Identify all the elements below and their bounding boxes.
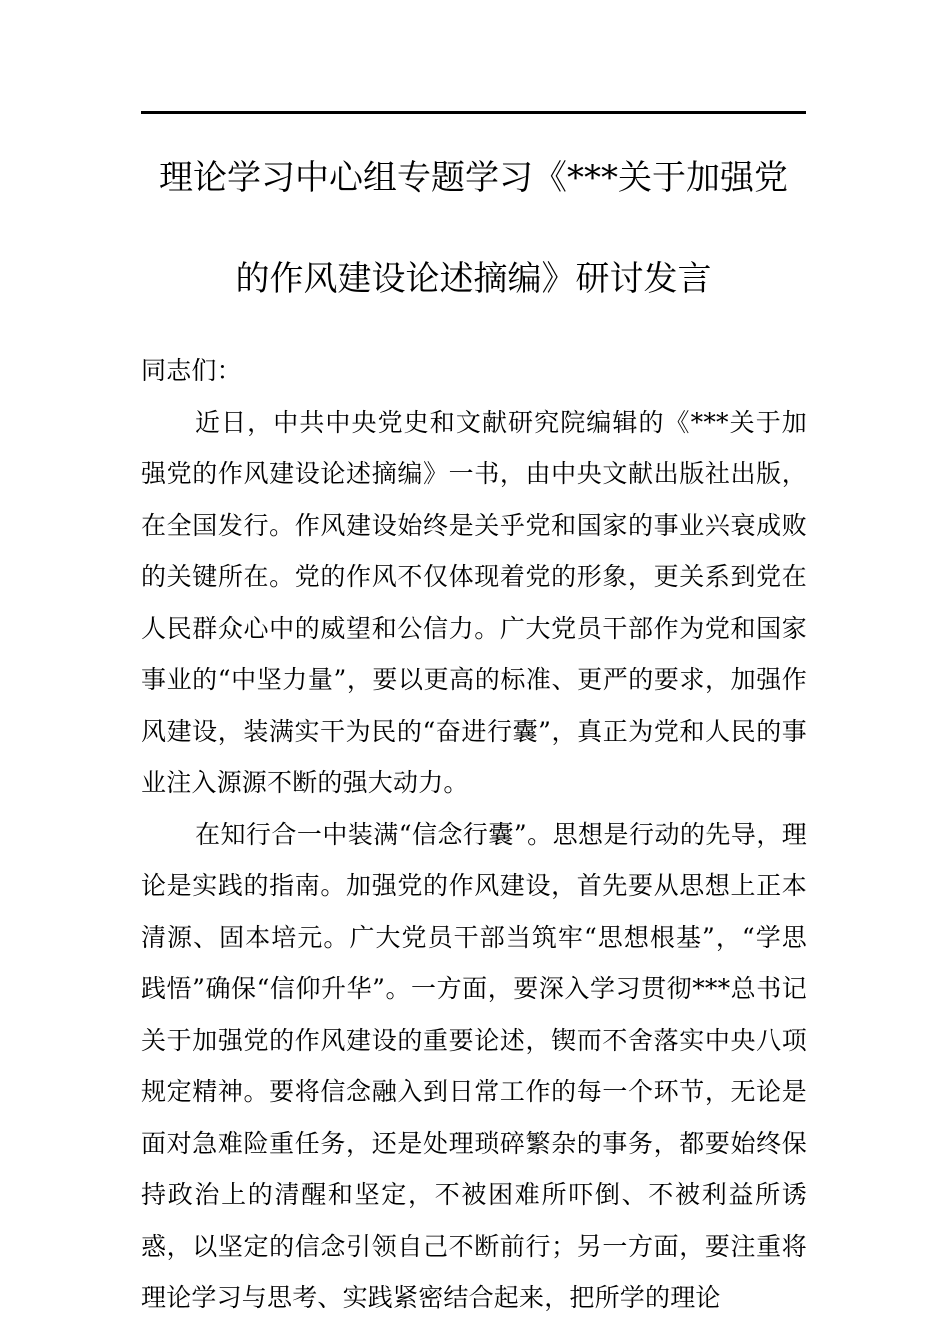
salutation-line: 同志们： — [141, 356, 242, 385]
body-paragraph-2: 在知行合一中装满“信念行囊”。思想是行动的先导，理论是实践的指南。加强党的作风建设，首先要从思想上正本清源、固本培元。广大党员干部当筑牢“思想根基”，“学思践悟”确保“信仰升华”。一方面，要深入学习贯彻***总书记关于加强党的作风建设的重要论述，锲而不舍落实中央八项规定精神。要将信念融入到日常工作的每一个环节，无论是面对急难险重任务，还是处理琐碎繁杂的事务，都要始终保持政治上的清醒和坚定，不被困难所吓倒、不被利益所诱惑，以坚定的信念引领自己不断前行；另一方面，要注重将理论学习与思考、实践紧密结合起来，把所学的理论 — [141, 819, 807, 1312]
body-paragraph-1: 近日，中共中央党史和文献研究院编辑的《***关于加强党的作风建设论述摘编》一书，由中央文献出版社出版，在全国发行。作风建设始终是关乎党和国家的事业兴衰成败的关键所在。党的作风不仅体现着党的形象，更关系到党在人民群众心中的威望和公信力。广大党员干部作为党和国家事业的“中坚力量”，要以更高的标准、更严的要求，加强作风建设，装满实干为民的“奋进行囊”，真正为党和人民的事业注入源源不断的强大动力。 — [141, 407, 807, 797]
page-title — [141, 128, 806, 330]
title-line-2: 的作风建设论述摘编》研讨发言 — [235, 259, 712, 299]
document-body — [141, 345, 807, 1324]
title-line-1: 理论学习中心组专题学习《***关于加强党 — [159, 158, 788, 198]
header-divider-rule — [141, 111, 806, 114]
